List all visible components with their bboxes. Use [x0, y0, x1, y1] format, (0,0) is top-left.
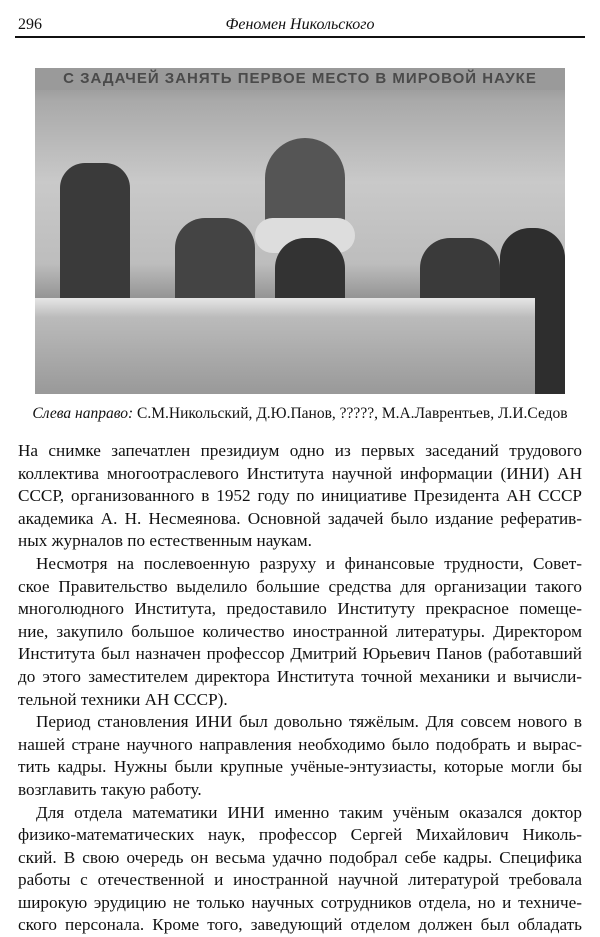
caption-prefix: Слева направо: — [32, 405, 133, 422]
text-line: ных журналов по естественным наукам. — [18, 530, 582, 553]
person-1 — [60, 163, 130, 303]
paragraph — [18, 440, 582, 553]
text-line: Период становления ИНИ был довольно тяжёлым. Для совсем нового в — [18, 711, 582, 734]
text-line: до этого заместителем директора Института точной механики и вычисли- — [18, 666, 582, 689]
text-line: ние, закупило большое количество иностранной литературы. Директором — [18, 621, 582, 644]
person-2 — [175, 218, 255, 308]
text-line: Для отдела математики ИНИ именно таким учёным оказался доктор — [18, 802, 582, 825]
text-line: физико-математических наук, профессор Сергей Михайлович Николь- — [18, 824, 582, 847]
text-line: тельной техники АН СССР). — [18, 689, 582, 712]
text-line: работы с отечественной и иностранной научной литературой требовала — [18, 869, 582, 892]
running-header — [15, 16, 585, 38]
paragraph — [18, 711, 582, 801]
photo-caption — [18, 405, 582, 423]
text-line: коллектива многоотраслевого Института научной информации (ИНИ) АН — [18, 463, 582, 486]
caption-names: С.М.Никольский, Д.Ю.Панов, ?????, М.А.Лаврентьев, Л.И.Седов — [133, 405, 567, 422]
presidium-photo — [35, 68, 565, 394]
paragraph — [18, 802, 582, 937]
text-line: Несмотря на послевоенную разруху и финансовые трудности, Совет- — [18, 553, 582, 576]
text-line: На снимке запечатлен президиум одно из первых заседаний трудового — [18, 440, 582, 463]
text-line: академика А. Н. Несмеянова. Основной задачей было издание рефератив- — [18, 508, 582, 531]
text-line: нашей стране научного направления необходимо было подобрать и вырас- — [18, 734, 582, 757]
text-line: тить кадры. Нужны были крупные учёные-энтузиасты, которые могли бы — [18, 756, 582, 779]
text-line: ское Правительство выделило большие средства для организации такого — [18, 576, 582, 599]
text-line: СССР, организованного в 1952 году по инициативе Президента АН СССР — [18, 485, 582, 508]
text-line: широкую эрудицию не только научных сотрудников отдела, но и техниче- — [18, 892, 582, 915]
body-text — [18, 440, 582, 937]
text-line: многолюдного Института, предоставило Институту прекрасное помеще- — [18, 598, 582, 621]
photo-banner: С ЗАДАЧЕЙ ЗАНЯТЬ ПЕРВОЕ МЕСТО В МИРОВОЙ НАУКЕ — [35, 68, 565, 90]
text-line: ского персонала. Кроме того, заведующий отделом должен был обладать — [18, 914, 582, 937]
text-line: Института был назначен профессор Дмитрий Юрьевич Панов (работавший — [18, 643, 582, 666]
table — [35, 298, 535, 394]
paragraph — [18, 553, 582, 711]
running-title: Феномен Никольского — [15, 16, 585, 34]
text-line: возглавить такую работу. — [18, 779, 582, 802]
page-number: 296 — [18, 16, 42, 34]
text-line: ский. В свою очередь он весьма удачно подобрал себе кадры. Специфика — [18, 847, 582, 870]
